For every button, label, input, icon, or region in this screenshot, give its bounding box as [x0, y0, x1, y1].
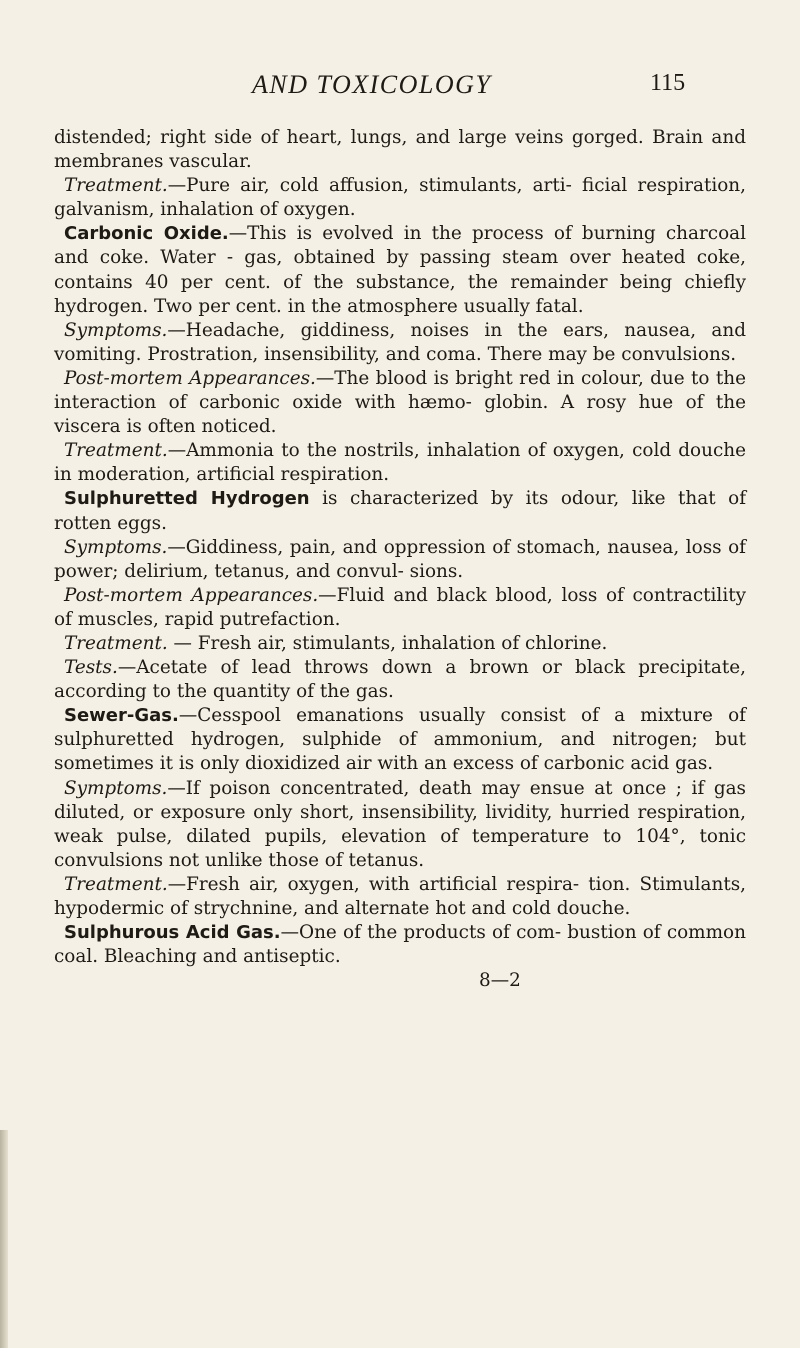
paragraph-symptoms — [54, 777, 746, 873]
paragraph-text: —One of the products of com- bustion of common coal. Bleaching and antiseptic. — [54, 922, 746, 968]
signature-mark: 8—2 — [479, 970, 521, 992]
paragraph-text: —Acetate of lead throws down a brown or black precipitate, according to the quantity of the gas. — [54, 657, 746, 703]
paragraph-symptoms — [54, 536, 746, 584]
paragraph-treatment — [54, 873, 746, 921]
paragraph-continued — [54, 126, 746, 174]
paragraph-sulphurous-acid-gas — [54, 921, 746, 969]
paragraph-text: —Headache, giddiness, noises in the ears, nausea, and vomiting. Prostration, insensibility, and coma. There may be convulsions. — [54, 319, 746, 365]
paragraph-post-mortem — [54, 367, 746, 439]
paragraph-tests — [54, 656, 746, 704]
paragraph-treatment — [54, 174, 746, 222]
paragraph-symptoms — [54, 319, 746, 367]
paragraph-text: —The blood is bright red in colour, due to the interaction of carbonic oxide with hæmo- globin. A rosy hue of the viscera is often noticed. — [54, 367, 746, 438]
page-number: 115 — [650, 70, 686, 96]
body-text — [54, 126, 746, 993]
paragraph-treatment — [54, 632, 746, 656]
paragraph-sulphuretted-hydrogen — [54, 487, 746, 535]
paragraph-carbonic-oxide — [54, 222, 746, 318]
page-header — [0, 62, 800, 106]
binding-edge — [0, 1130, 8, 1348]
section-label: Treatment. — [64, 873, 168, 895]
paragraph-text: — Fresh air, stimulants, inhalation of chlorine. — [167, 632, 608, 654]
section-label: Symptoms. — [64, 319, 168, 341]
section-label: Treatment. — [64, 440, 168, 462]
section-heading: Sulphurous Acid Gas. — [64, 922, 281, 944]
section-label: Post-mortem Appearances. — [64, 367, 316, 389]
section-label: Treatment. — [64, 175, 168, 197]
paragraph-text: —Fresh air, oxygen, with artificial respira- tion. Stimulants, hypodermic of strychnine, and alternate hot and cold douche. — [54, 873, 746, 919]
paragraph-text: —Cesspool emanations usually consist of a mixture of sulphuretted hydrogen, sulphide of ammonium, and nitrogen; but sometimes it is only dioxidized air with an excess of carbonic acid gas. — [54, 705, 746, 775]
paragraph-text: —Giddiness, pain, and oppression of stomach, nausea, loss of power; delirium, tetanus, and convul- sions. — [54, 536, 746, 582]
section-heading: Sulphuretted Hydrogen — [64, 488, 310, 510]
paragraph-text: distended; right side of heart, lungs, and large veins gorged. Brain and membranes vascular. — [54, 127, 746, 173]
paragraph-treatment — [54, 439, 746, 487]
paragraph-text: —This is evolved in the process of burning charcoal and coke. Water - gas, obtained by passing steam over heated coke, contains 40 per cent. of the substance, the remainder being chiefly hydrogen. Two per cent. in the atmosphere usually fatal. — [54, 223, 746, 317]
paragraph-text: —Fluid and black blood, loss of contractility of muscles, rapid putrefaction. — [54, 584, 746, 630]
section-heading: Sewer-Gas. — [64, 705, 179, 727]
paragraph-sewer-gas — [54, 704, 746, 776]
paragraph-text: —If poison concentrated, death may ensue at once ; if gas diluted, or exposure only short, insensibility, lividity, hurried respiration, weak pulse, dilated pupils, elevation of temperature to 104°, tonic convulsions not unlike those of tetanus. — [54, 777, 746, 871]
paragraph-text: is characterized by its odour, like that of rotten eggs. — [54, 488, 746, 534]
running-head: AND TOXICOLOGY — [252, 70, 492, 99]
section-label: Symptoms. — [64, 536, 168, 558]
paragraph-text: —Ammonia to the nostrils, inhalation of oxygen, cold douche in moderation, artificial respiration. — [54, 440, 746, 486]
section-heading: Carbonic Oxide. — [64, 223, 229, 245]
section-label: Tests. — [64, 657, 118, 679]
section-label: Post-mortem Appearances. — [64, 584, 319, 606]
paragraph-text: —Pure air, cold affusion, stimulants, arti- ficial respiration, galvanism, inhalation of oxygen. — [54, 175, 746, 221]
section-label: Symptoms. — [64, 777, 168, 799]
section-label: Treatment. — [64, 632, 168, 654]
paragraph-post-mortem — [54, 584, 746, 632]
